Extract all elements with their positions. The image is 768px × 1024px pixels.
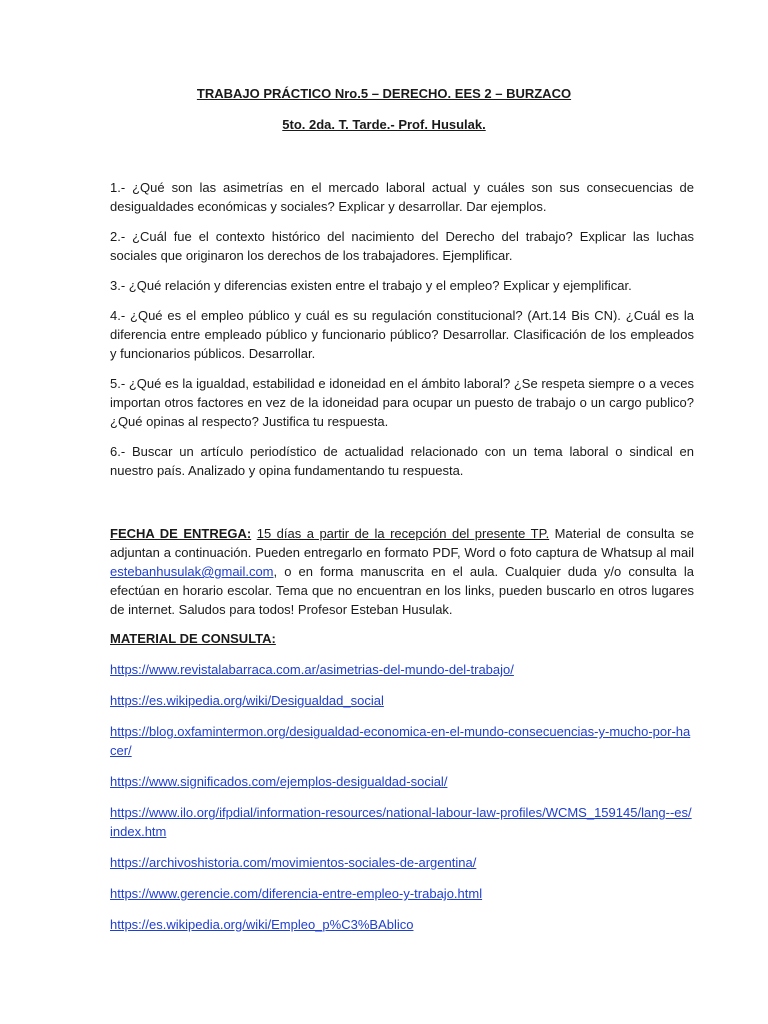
question-5: 5.- ¿Qué es la igualdad, estabilidad e idoneidad en el ámbito laboral? ¿Se respeta siempre o a veces importan otros factores en vez de la idoneidad para ocupar un puesto de trabajo o un cargo publico? ¿Qué opinas al respecto? Justifica tu respuesta.: [110, 376, 694, 429]
question-1: 1.- ¿Qué son las asimetrías en el mercado laboral actual y cuáles son sus consecuencias de desigualdades económicas y sociales? Explicar y desarrollar. Dar ejemplos.: [110, 180, 694, 214]
delivery-text-2: , o en forma manuscrita en el aula. Cualquier duda y/o consulta la efectúan en horario escolar. Tema que no encuentran en los links, pueden buscarlo en otros lugares de internet. Saludos para todos! Profesor Esteban Husulak.: [110, 564, 694, 617]
material-link-8[interactable]: https://es.wikipedia.org/wiki/Empleo_p%C3%BAblico: [110, 917, 414, 932]
material-link-3[interactable]: https://blog.oxfamintermon.org/desigualdad-economica-en-el-mundo-consecuencias-y-mucho-por-hacer/: [110, 724, 691, 758]
material-link-6[interactable]: https://archivoshistoria.com/movimientos-sociales-de-argentina/: [110, 855, 477, 870]
materials-link-list: [110, 660, 694, 934]
document-title: TRABAJO PRÁCTICO Nro.5 – DERECHO. EES 2 – BURZACO: [196, 86, 572, 101]
delivery-paragraph: [110, 524, 694, 619]
document-subtitle: 5to. 2da. T. Tarde.- Prof. Husulak.: [282, 117, 486, 132]
document-body: [110, 178, 694, 946]
materials-heading: MATERIAL DE CONSULTA:: [110, 631, 276, 646]
question-6: 6.- Buscar un artículo periodístico de actualidad relacionado con un tema laboral o sindical en nuestro país. Analizado y opina fundamentando tu respuesta.: [110, 444, 694, 478]
question-2: 2.- ¿Cuál fue el contexto histórico del nacimiento del Derecho del trabajo? Explicar las luchas sociales que originaron los derechos de los trabajadores. Ejemplificar.: [110, 229, 694, 263]
delivery-deadline: 15 días a partir de la recepción del presente TP.: [256, 526, 550, 541]
material-link-5[interactable]: https://www.ilo.org/ifpdial/information-resources/national-labour-law-profiles/WCMS_159145/lang--es/index.htm: [110, 805, 692, 839]
question-3: 3.- ¿Qué relación y diferencias existen entre el trabajo y el empleo? Explicar y ejemplificar.: [110, 278, 632, 293]
material-link-2[interactable]: https://es.wikipedia.org/wiki/Desigualdad_social: [110, 693, 384, 708]
delivery-label: FECHA DE ENTREGA:: [110, 526, 252, 541]
delivery-text-1: Material de consulta se adjuntan a continuación. Pueden entregarlo en formato PDF, Word o foto captura de Whatsup al mail: [110, 526, 694, 560]
question-4: 4.- ¿Qué es el empleo público y cuál es su regulación constitucional? (Art.14 Bis CN). ¿Cuál es la diferencia entre empleado público y funcionario público? Desarrollar. Clasificación de los empleados y funcionarios públicos. Desarrollar.: [110, 308, 694, 361]
material-link-1[interactable]: https://www.revistalabarraca.com.ar/asimetrias-del-mundo-del-trabajo/: [110, 662, 514, 677]
contact-email-link[interactable]: estebanhusulak@gmail.com: [110, 564, 274, 579]
material-link-7[interactable]: https://www.gerencie.com/diferencia-entre-empleo-y-trabajo.html: [110, 886, 483, 901]
material-link-4[interactable]: https://www.significados.com/ejemplos-desigualdad-social/: [110, 774, 448, 789]
